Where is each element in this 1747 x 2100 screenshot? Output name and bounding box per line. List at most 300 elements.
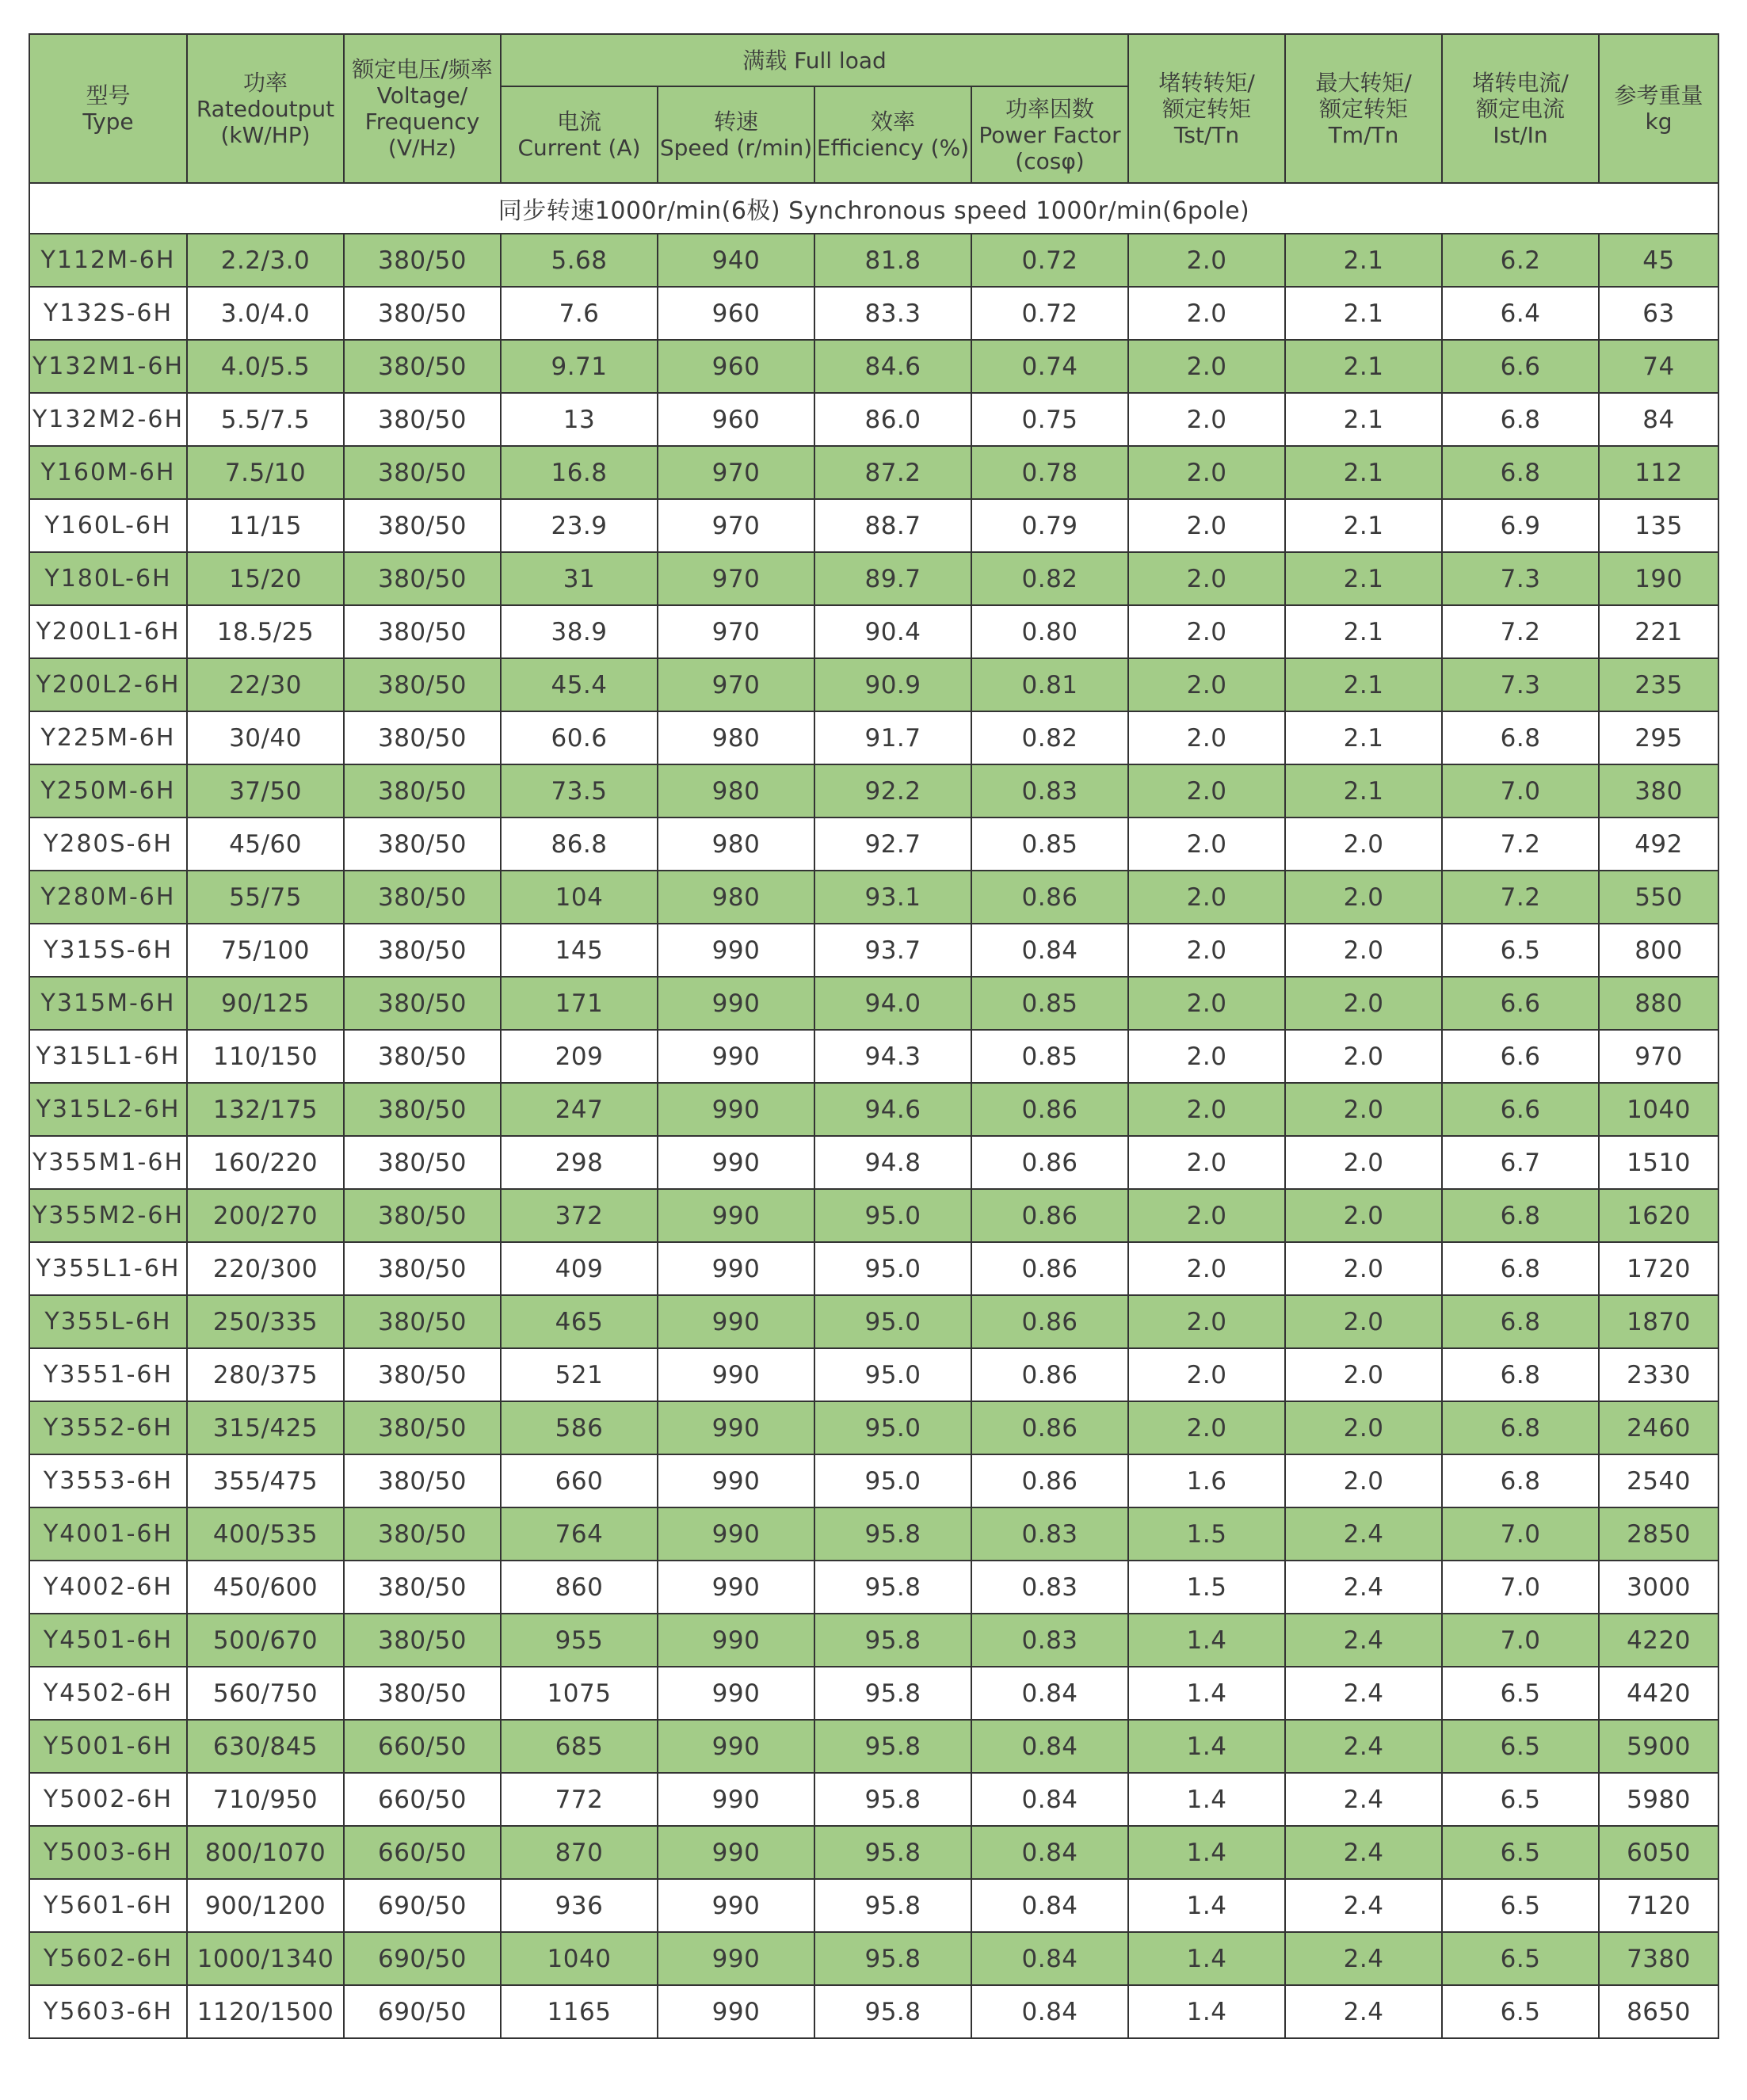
cell-voltage: 380/50 <box>344 287 501 340</box>
cell-tst-tn: 2.0 <box>1128 1030 1285 1083</box>
cell-power: 55/75 <box>187 871 344 924</box>
cell-type: Y315L1-6H <box>29 1030 187 1083</box>
cell-efficiency: 95.0 <box>814 1454 971 1507</box>
cell-tst-tn: 2.0 <box>1128 924 1285 977</box>
cell-ist-in: 6.5 <box>1442 1667 1599 1720</box>
cell-weight: 112 <box>1599 446 1718 499</box>
cell-current: 23.9 <box>501 499 658 552</box>
header-power-factor <box>971 86 1128 183</box>
cell-current: 16.8 <box>501 446 658 499</box>
cell-type: Y280S-6H <box>29 818 187 871</box>
cell-tst-tn: 1.4 <box>1128 1985 1285 2038</box>
cell-voltage: 380/50 <box>344 1242 501 1295</box>
cell-tst-tn: 2.0 <box>1128 977 1285 1030</box>
header-ist <box>1442 34 1599 183</box>
header-weight <box>1599 34 1718 183</box>
cell-efficiency: 95.0 <box>814 1189 971 1242</box>
cell-current: 1040 <box>501 1932 658 1985</box>
cell-tm-tn: 2.0 <box>1285 1083 1442 1136</box>
header-eff-en: Efficiency (%) <box>816 135 970 161</box>
cell-tm-tn: 2.0 <box>1285 1401 1442 1454</box>
header-power-unit: (kW/HP) <box>220 121 311 148</box>
cell-efficiency: 93.7 <box>814 924 971 977</box>
cell-power: 30/40 <box>187 711 344 764</box>
cell-power: 900/1200 <box>187 1879 344 1932</box>
cell-voltage: 690/50 <box>344 1985 501 2038</box>
cell-speed: 990 <box>658 1826 814 1879</box>
cell-ist-in: 6.8 <box>1442 1242 1599 1295</box>
header-weight-cn: 参考重量 <box>1614 82 1703 109</box>
cell-type: Y280M-6H <box>29 871 187 924</box>
cell-type: Y5003-6H <box>29 1826 187 1879</box>
cell-efficiency: 95.8 <box>814 1879 971 1932</box>
cell-tm-tn: 2.0 <box>1285 977 1442 1030</box>
table-row <box>29 1401 1718 1454</box>
cell-power-factor: 0.86 <box>971 1401 1128 1454</box>
cell-speed: 990 <box>658 1083 814 1136</box>
cell-power: 5.5/7.5 <box>187 393 344 446</box>
cell-weight: 5900 <box>1599 1720 1718 1773</box>
cell-tm-tn: 2.1 <box>1285 340 1442 393</box>
cell-power-factor: 0.86 <box>971 1189 1128 1242</box>
header-tst <box>1128 34 1285 183</box>
cell-ist-in: 6.9 <box>1442 499 1599 552</box>
cell-current: 13 <box>501 393 658 446</box>
cell-power-factor: 0.85 <box>971 818 1128 871</box>
cell-current: 772 <box>501 1773 658 1826</box>
cell-voltage: 380/50 <box>344 1136 501 1189</box>
cell-tst-tn: 2.0 <box>1128 287 1285 340</box>
cell-tst-tn: 2.0 <box>1128 605 1285 658</box>
cell-ist-in: 6.8 <box>1442 1189 1599 1242</box>
cell-type: Y3552-6H <box>29 1401 187 1454</box>
cell-voltage: 380/50 <box>344 552 501 605</box>
header-ist-cn1: 堵转电流/ <box>1472 69 1569 96</box>
header-pf-en: Power Factor <box>978 121 1121 148</box>
cell-power: 15/20 <box>187 552 344 605</box>
cell-power: 4.0/5.5 <box>187 340 344 393</box>
cell-efficiency: 95.0 <box>814 1348 971 1401</box>
cell-voltage: 380/50 <box>344 340 501 393</box>
cell-voltage: 380/50 <box>344 499 501 552</box>
cell-tm-tn: 2.1 <box>1285 711 1442 764</box>
cell-tst-tn: 1.5 <box>1128 1561 1285 1614</box>
cell-power: 400/535 <box>187 1507 344 1561</box>
cell-power: 75/100 <box>187 924 344 977</box>
cell-voltage: 380/50 <box>344 1561 501 1614</box>
cell-type: Y180L-6H <box>29 552 187 605</box>
cell-weight: 1510 <box>1599 1136 1718 1189</box>
table-row <box>29 1242 1718 1295</box>
table-row <box>29 977 1718 1030</box>
cell-voltage: 380/50 <box>344 1083 501 1136</box>
cell-power-factor: 0.78 <box>971 446 1128 499</box>
cell-tst-tn: 2.0 <box>1128 711 1285 764</box>
cell-tm-tn: 2.4 <box>1285 1773 1442 1826</box>
cell-efficiency: 95.0 <box>814 1401 971 1454</box>
cell-power-factor: 0.82 <box>971 552 1128 605</box>
cell-tm-tn: 2.4 <box>1285 1614 1442 1667</box>
table-row <box>29 234 1718 287</box>
table-row <box>29 818 1718 871</box>
cell-power-factor: 0.84 <box>971 1879 1128 1932</box>
table-row <box>29 1985 1718 2038</box>
cell-weight: 45 <box>1599 234 1718 287</box>
cell-current: 5.68 <box>501 234 658 287</box>
table-row <box>29 1348 1718 1401</box>
cell-type: Y4501-6H <box>29 1614 187 1667</box>
cell-speed: 990 <box>658 924 814 977</box>
cell-tst-tn: 2.0 <box>1128 446 1285 499</box>
header-type-en: Type <box>82 109 134 135</box>
cell-power: 710/950 <box>187 1773 344 1826</box>
header-voltage <box>344 34 501 183</box>
cell-weight: 1720 <box>1599 1242 1718 1295</box>
cell-current: 171 <box>501 977 658 1030</box>
cell-efficiency: 95.8 <box>814 1667 971 1720</box>
cell-power-factor: 0.84 <box>971 1932 1128 1985</box>
cell-power-factor: 0.83 <box>971 1614 1128 1667</box>
cell-tst-tn: 2.0 <box>1128 871 1285 924</box>
cell-current: 1165 <box>501 1985 658 2038</box>
cell-ist-in: 7.0 <box>1442 1614 1599 1667</box>
cell-power-factor: 0.86 <box>971 1295 1128 1348</box>
cell-power-factor: 0.72 <box>971 287 1128 340</box>
header-tst-en: Tst/Tn <box>1173 121 1240 148</box>
cell-current: 45.4 <box>501 658 658 711</box>
cell-ist-in: 6.7 <box>1442 1136 1599 1189</box>
cell-voltage: 380/50 <box>344 977 501 1030</box>
cell-weight: 880 <box>1599 977 1718 1030</box>
cell-power-factor: 0.84 <box>971 1773 1128 1826</box>
cell-speed: 990 <box>658 1773 814 1826</box>
cell-tst-tn: 2.0 <box>1128 1083 1285 1136</box>
cell-ist-in: 6.5 <box>1442 1773 1599 1826</box>
cell-tst-tn: 1.4 <box>1128 1932 1285 1985</box>
cell-speed: 980 <box>658 764 814 818</box>
cell-tm-tn: 2.1 <box>1285 234 1442 287</box>
cell-power-factor: 0.86 <box>971 871 1128 924</box>
cell-power-factor: 0.86 <box>971 1242 1128 1295</box>
cell-tst-tn: 2.0 <box>1128 818 1285 871</box>
header-tst-cn1: 堵转转矩/ <box>1158 69 1255 96</box>
header-power-en: Ratedoutput <box>196 95 335 122</box>
cell-current: 298 <box>501 1136 658 1189</box>
cell-speed: 990 <box>658 1136 814 1189</box>
cell-ist-in: 6.8 <box>1442 1295 1599 1348</box>
cell-power: 280/375 <box>187 1348 344 1401</box>
cell-efficiency: 90.9 <box>814 658 971 711</box>
table-row <box>29 1720 1718 1773</box>
cell-ist-in: 6.8 <box>1442 1401 1599 1454</box>
header-tm <box>1285 34 1442 183</box>
cell-current: 9.71 <box>501 340 658 393</box>
section-title: 同步转速1000r/min(6极) Synchronous speed 1000r/min(6pole) <box>29 183 1718 234</box>
cell-power: 90/125 <box>187 977 344 1030</box>
cell-tst-tn: 2.0 <box>1128 393 1285 446</box>
cell-speed: 990 <box>658 1561 814 1614</box>
cell-voltage: 690/50 <box>344 1879 501 1932</box>
cell-current: 86.8 <box>501 818 658 871</box>
cell-ist-in: 6.6 <box>1442 1030 1599 1083</box>
cell-voltage: 380/50 <box>344 1667 501 1720</box>
cell-speed: 990 <box>658 1667 814 1720</box>
cell-power: 800/1070 <box>187 1826 344 1879</box>
header-speed-en: Speed (r/min) <box>659 135 813 161</box>
cell-ist-in: 7.2 <box>1442 818 1599 871</box>
cell-weight: 7120 <box>1599 1879 1718 1932</box>
cell-power-factor: 0.74 <box>971 340 1128 393</box>
cell-voltage: 380/50 <box>344 605 501 658</box>
cell-tst-tn: 2.0 <box>1128 1242 1285 1295</box>
cell-power-factor: 0.86 <box>971 1348 1128 1401</box>
cell-tm-tn: 2.0 <box>1285 1295 1442 1348</box>
table-row <box>29 1454 1718 1507</box>
cell-ist-in: 6.8 <box>1442 446 1599 499</box>
cell-current: 104 <box>501 871 658 924</box>
cell-speed: 970 <box>658 605 814 658</box>
table-row <box>29 764 1718 818</box>
cell-efficiency: 84.6 <box>814 340 971 393</box>
cell-current: 73.5 <box>501 764 658 818</box>
cell-power: 3.0/4.0 <box>187 287 344 340</box>
cell-weight: 6050 <box>1599 1826 1718 1879</box>
cell-tm-tn: 2.0 <box>1285 1030 1442 1083</box>
cell-speed: 990 <box>658 1879 814 1932</box>
cell-weight: 1620 <box>1599 1189 1718 1242</box>
table-body <box>29 183 1718 2038</box>
cell-current: 31 <box>501 552 658 605</box>
table-row <box>29 1295 1718 1348</box>
cell-speed: 970 <box>658 552 814 605</box>
cell-voltage: 380/50 <box>344 1030 501 1083</box>
header-power-cn: 功率 <box>242 69 288 96</box>
cell-type: Y160L-6H <box>29 499 187 552</box>
cell-efficiency: 83.3 <box>814 287 971 340</box>
cell-ist-in: 7.0 <box>1442 1507 1599 1561</box>
cell-tst-tn: 2.0 <box>1128 1189 1285 1242</box>
table-row <box>29 1507 1718 1561</box>
cell-efficiency: 95.8 <box>814 1773 971 1826</box>
cell-power-factor: 0.85 <box>971 977 1128 1030</box>
cell-tm-tn: 2.1 <box>1285 287 1442 340</box>
cell-efficiency: 89.7 <box>814 552 971 605</box>
cell-tst-tn: 2.0 <box>1128 658 1285 711</box>
cell-speed: 990 <box>658 1401 814 1454</box>
cell-speed: 990 <box>658 977 814 1030</box>
cell-voltage: 660/50 <box>344 1826 501 1879</box>
cell-tst-tn: 2.0 <box>1128 1136 1285 1189</box>
table-row <box>29 340 1718 393</box>
cell-power-factor: 0.83 <box>971 1561 1128 1614</box>
cell-tst-tn: 2.0 <box>1128 764 1285 818</box>
cell-weight: 5980 <box>1599 1773 1718 1826</box>
table-row <box>29 1826 1718 1879</box>
cell-current: 247 <box>501 1083 658 1136</box>
header-tst-cn2: 额定转矩 <box>1162 95 1252 122</box>
cell-ist-in: 7.0 <box>1442 764 1599 818</box>
header-power <box>187 34 344 183</box>
cell-power: 110/150 <box>187 1030 344 1083</box>
cell-weight: 190 <box>1599 552 1718 605</box>
cell-current: 660 <box>501 1454 658 1507</box>
table-row <box>29 1773 1718 1826</box>
cell-speed: 940 <box>658 234 814 287</box>
cell-power-factor: 0.84 <box>971 1667 1128 1720</box>
cell-tm-tn: 2.1 <box>1285 605 1442 658</box>
cell-power: 11/15 <box>187 499 344 552</box>
cell-weight: 970 <box>1599 1030 1718 1083</box>
header-current <box>501 86 658 183</box>
cell-power-factor: 0.72 <box>971 234 1128 287</box>
table-row <box>29 393 1718 446</box>
header-full-load: 满载 Full load <box>501 34 1128 86</box>
cell-power-factor: 0.82 <box>971 711 1128 764</box>
cell-type: Y315M-6H <box>29 977 187 1030</box>
cell-tm-tn: 2.4 <box>1285 1667 1442 1720</box>
cell-tm-tn: 2.0 <box>1285 1242 1442 1295</box>
cell-current: 209 <box>501 1030 658 1083</box>
cell-tst-tn: 1.4 <box>1128 1773 1285 1826</box>
cell-ist-in: 7.0 <box>1442 1561 1599 1614</box>
cell-voltage: 690/50 <box>344 1932 501 1985</box>
cell-speed: 960 <box>658 340 814 393</box>
cell-efficiency: 91.7 <box>814 711 971 764</box>
cell-ist-in: 7.2 <box>1442 871 1599 924</box>
cell-power: 355/475 <box>187 1454 344 1507</box>
cell-power: 500/670 <box>187 1614 344 1667</box>
cell-ist-in: 6.5 <box>1442 924 1599 977</box>
cell-weight: 2540 <box>1599 1454 1718 1507</box>
table-row <box>29 605 1718 658</box>
cell-ist-in: 6.8 <box>1442 1454 1599 1507</box>
header-tm-cn2: 额定转矩 <box>1319 95 1409 122</box>
cell-current: 586 <box>501 1401 658 1454</box>
table-row <box>29 1136 1718 1189</box>
cell-speed: 960 <box>658 287 814 340</box>
cell-weight: 380 <box>1599 764 1718 818</box>
cell-current: 372 <box>501 1189 658 1242</box>
cell-type: Y160M-6H <box>29 446 187 499</box>
header-pf-unit: (cosφ) <box>1015 147 1085 174</box>
cell-type: Y132M1-6H <box>29 340 187 393</box>
cell-weight: 800 <box>1599 924 1718 977</box>
cell-power-factor: 0.84 <box>971 924 1128 977</box>
cell-efficiency: 95.8 <box>814 1985 971 2038</box>
cell-power-factor: 0.81 <box>971 658 1128 711</box>
header-voltage-en2: Frequency <box>364 109 480 135</box>
cell-voltage: 380/50 <box>344 1507 501 1561</box>
cell-speed: 990 <box>658 1242 814 1295</box>
cell-power-factor: 0.79 <box>971 499 1128 552</box>
cell-type: Y225M-6H <box>29 711 187 764</box>
header-pf-cn: 功率因数 <box>1005 95 1095 122</box>
header-weight-en: kg <box>1645 109 1673 135</box>
cell-ist-in: 6.6 <box>1442 977 1599 1030</box>
table-row <box>29 1083 1718 1136</box>
cell-type: Y200L1-6H <box>29 605 187 658</box>
table-row <box>29 499 1718 552</box>
cell-efficiency: 92.7 <box>814 818 971 871</box>
table-row <box>29 924 1718 977</box>
cell-efficiency: 95.8 <box>814 1614 971 1667</box>
cell-efficiency: 95.8 <box>814 1720 971 1773</box>
cell-weight: 74 <box>1599 340 1718 393</box>
cell-ist-in: 7.2 <box>1442 605 1599 658</box>
cell-voltage: 380/50 <box>344 1295 501 1348</box>
cell-weight: 2850 <box>1599 1507 1718 1561</box>
cell-efficiency: 95.8 <box>814 1932 971 1985</box>
table-row <box>29 1614 1718 1667</box>
cell-tm-tn: 2.1 <box>1285 658 1442 711</box>
cell-efficiency: 95.8 <box>814 1507 971 1561</box>
cell-type: Y5602-6H <box>29 1932 187 1985</box>
cell-type: Y5601-6H <box>29 1879 187 1932</box>
cell-type: Y200L2-6H <box>29 658 187 711</box>
cell-tst-tn: 1.5 <box>1128 1507 1285 1561</box>
cell-efficiency: 95.0 <box>814 1242 971 1295</box>
cell-power-factor: 0.84 <box>971 1720 1128 1773</box>
cell-power: 45/60 <box>187 818 344 871</box>
cell-voltage: 380/50 <box>344 871 501 924</box>
cell-speed: 990 <box>658 1454 814 1507</box>
table-row <box>29 871 1718 924</box>
header-speed-cn: 转速 <box>713 109 758 135</box>
cell-voltage: 380/50 <box>344 1348 501 1401</box>
cell-type: Y315S-6H <box>29 924 187 977</box>
cell-speed: 990 <box>658 1507 814 1561</box>
cell-ist-in: 6.5 <box>1442 1826 1599 1879</box>
cell-voltage: 380/50 <box>344 1401 501 1454</box>
cell-tst-tn: 2.0 <box>1128 1348 1285 1401</box>
cell-efficiency: 95.0 <box>814 1295 971 1348</box>
cell-current: 860 <box>501 1561 658 1614</box>
cell-ist-in: 6.6 <box>1442 1083 1599 1136</box>
cell-voltage: 380/50 <box>344 1614 501 1667</box>
cell-weight: 295 <box>1599 711 1718 764</box>
cell-tst-tn: 2.0 <box>1128 234 1285 287</box>
cell-type: Y355M1-6H <box>29 1136 187 1189</box>
table-row <box>29 1189 1718 1242</box>
cell-voltage: 660/50 <box>344 1720 501 1773</box>
cell-type: Y112M-6H <box>29 234 187 287</box>
cell-tm-tn: 2.1 <box>1285 552 1442 605</box>
cell-power-factor: 0.85 <box>971 1030 1128 1083</box>
cell-power-factor: 0.80 <box>971 605 1128 658</box>
cell-speed: 960 <box>658 393 814 446</box>
cell-tm-tn: 2.4 <box>1285 1507 1442 1561</box>
header-type <box>29 34 187 183</box>
cell-voltage: 380/50 <box>344 764 501 818</box>
cell-weight: 2460 <box>1599 1401 1718 1454</box>
cell-weight: 1870 <box>1599 1295 1718 1348</box>
cell-efficiency: 94.3 <box>814 1030 971 1083</box>
cell-weight: 221 <box>1599 605 1718 658</box>
header-current-cn: 电流 <box>556 109 601 135</box>
cell-speed: 990 <box>658 1985 814 2038</box>
cell-power-factor: 0.86 <box>971 1083 1128 1136</box>
cell-speed: 990 <box>658 1189 814 1242</box>
cell-power: 1120/1500 <box>187 1985 344 2038</box>
header-voltage-en: Voltage/ <box>376 82 468 109</box>
cell-speed: 970 <box>658 499 814 552</box>
cell-tm-tn: 2.4 <box>1285 1561 1442 1614</box>
cell-type: Y5002-6H <box>29 1773 187 1826</box>
cell-tm-tn: 2.1 <box>1285 764 1442 818</box>
cell-current: 521 <box>501 1348 658 1401</box>
cell-type: Y3553-6H <box>29 1454 187 1507</box>
cell-efficiency: 86.0 <box>814 393 971 446</box>
